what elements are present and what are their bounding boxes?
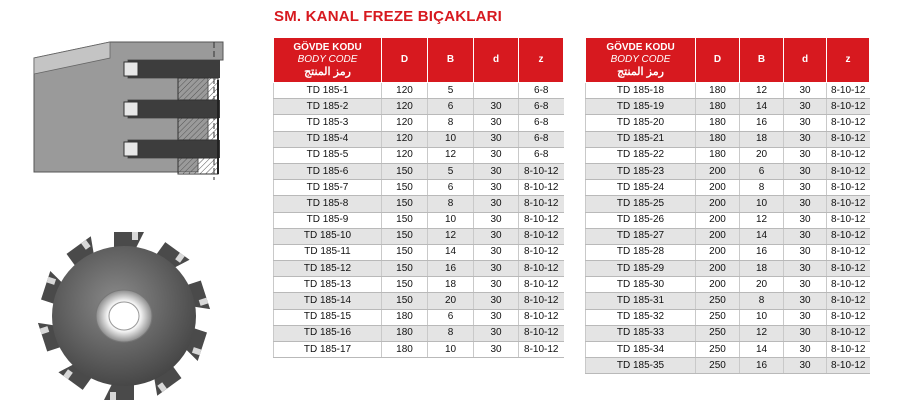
- cell-body-code: TD 185-15: [274, 309, 382, 325]
- cell-body-code: TD 185-32: [586, 309, 696, 325]
- cell-body-code: TD 185-18: [586, 83, 696, 99]
- header-D: D: [696, 38, 740, 83]
- cell-B: 8: [740, 293, 784, 309]
- table-row: [274, 228, 564, 244]
- cell-z: 8-10-12: [827, 293, 870, 309]
- table-row: [274, 244, 564, 260]
- cell-B: 5: [428, 163, 474, 179]
- cell-body-code: TD 185-23: [586, 163, 696, 179]
- cell-d: 30: [784, 99, 827, 115]
- cell-d: 30: [474, 325, 519, 341]
- table-header-row: [274, 38, 564, 83]
- cell-body-code: TD 185-3: [274, 115, 382, 131]
- cell-D: 200: [696, 212, 740, 228]
- cell-D: 120: [382, 99, 428, 115]
- cell-body-code: TD 185-16: [274, 325, 382, 341]
- cell-d: 30: [784, 244, 827, 260]
- cell-z: 8-10-12: [827, 277, 870, 293]
- header-B: B: [428, 38, 474, 83]
- cell-d: 30: [474, 196, 519, 212]
- table-row: [586, 228, 870, 244]
- cell-d: 30: [784, 115, 827, 131]
- cell-B: 16: [740, 358, 784, 374]
- table-row: [274, 115, 564, 131]
- header-body-code: [586, 38, 696, 83]
- cell-D: 250: [696, 342, 740, 358]
- page-title: SM. KANAL FREZE BIÇAKLARI: [274, 8, 503, 25]
- cell-d: 30: [784, 309, 827, 325]
- cell-d: 30: [784, 293, 827, 309]
- table-row: [274, 277, 564, 293]
- cell-z: 8-10-12: [519, 261, 564, 277]
- cell-D: 180: [382, 342, 428, 358]
- header-code-sub: BODY CODE: [610, 54, 671, 65]
- table-row: [274, 147, 564, 163]
- cell-d: 30: [474, 342, 519, 358]
- table-row: [586, 131, 870, 147]
- cell-D: 180: [696, 115, 740, 131]
- header-code-arabic: رمز المنتج: [617, 66, 664, 78]
- cell-body-code: TD 185-28: [586, 244, 696, 260]
- cell-body-code: TD 185-35: [586, 358, 696, 374]
- cell-z: 8-10-12: [827, 196, 870, 212]
- cell-B: 18: [740, 261, 784, 277]
- cell-B: 8: [428, 115, 474, 131]
- cell-d: 30: [474, 244, 519, 260]
- table-row: [586, 212, 870, 228]
- cell-body-code: TD 185-13: [274, 277, 382, 293]
- cell-D: 200: [696, 261, 740, 277]
- cell-z: 6-8: [519, 83, 564, 99]
- cell-B: 10: [740, 309, 784, 325]
- cell-body-code: TD 185-10: [274, 228, 382, 244]
- cell-body-code: TD 185-26: [586, 212, 696, 228]
- cell-d: 30: [784, 212, 827, 228]
- cell-B: 6: [740, 163, 784, 179]
- cell-body-code: TD 185-19: [586, 99, 696, 115]
- cell-B: 20: [740, 147, 784, 163]
- cell-z: 6-8: [519, 115, 564, 131]
- cell-body-code: TD 185-22: [586, 147, 696, 163]
- cell-B: 16: [740, 115, 784, 131]
- cell-z: 8-10-12: [827, 131, 870, 147]
- cell-D: 200: [696, 228, 740, 244]
- cell-D: 150: [382, 163, 428, 179]
- cell-B: 6: [428, 99, 474, 115]
- cell-d: 30: [784, 342, 827, 358]
- table-row: [586, 196, 870, 212]
- cell-z: 8-10-12: [519, 196, 564, 212]
- cell-body-code: TD 185-21: [586, 131, 696, 147]
- cell-z: 6-8: [519, 131, 564, 147]
- cell-z: 8-10-12: [519, 244, 564, 260]
- table-row: [274, 99, 564, 115]
- cell-z: 8-10-12: [827, 244, 870, 260]
- table-row: [586, 147, 870, 163]
- cell-D: 180: [696, 147, 740, 163]
- cell-body-code: TD 185-33: [586, 325, 696, 341]
- cell-B: 10: [428, 131, 474, 147]
- cell-B: 18: [740, 131, 784, 147]
- header-code-sub: BODY CODE: [297, 54, 358, 65]
- cell-body-code: TD 185-27: [586, 228, 696, 244]
- table-row: [586, 293, 870, 309]
- cell-D: 150: [382, 212, 428, 228]
- cell-z: 8-10-12: [827, 163, 870, 179]
- cell-z: 8-10-12: [827, 115, 870, 131]
- cell-B: 14: [740, 99, 784, 115]
- cell-z: 8-10-12: [519, 342, 564, 358]
- cell-d: 30: [474, 147, 519, 163]
- cell-D: 180: [696, 99, 740, 115]
- cell-body-code: TD 185-14: [274, 293, 382, 309]
- cell-body-code: TD 185-24: [586, 180, 696, 196]
- cell-body-code: TD 185-4: [274, 131, 382, 147]
- cell-D: 150: [382, 196, 428, 212]
- cell-body-code: TD 185-5: [274, 147, 382, 163]
- cell-B: 12: [428, 147, 474, 163]
- cell-D: 150: [382, 261, 428, 277]
- cell-D: 150: [382, 277, 428, 293]
- table-row: [274, 261, 564, 277]
- cell-D: 200: [696, 244, 740, 260]
- cell-d: 30: [474, 131, 519, 147]
- cell-d: 30: [784, 358, 827, 374]
- cell-D: 120: [382, 115, 428, 131]
- cell-z: 8-10-12: [827, 261, 870, 277]
- table-header-row: [586, 38, 870, 83]
- cell-z: 8-10-12: [827, 212, 870, 228]
- cell-d: 30: [784, 131, 827, 147]
- cell-z: 8-10-12: [519, 228, 564, 244]
- cell-d: 30: [474, 277, 519, 293]
- cell-B: 12: [740, 83, 784, 99]
- cell-D: 200: [696, 196, 740, 212]
- cell-body-code: TD 185-8: [274, 196, 382, 212]
- cell-d: 30: [474, 212, 519, 228]
- cell-B: 12: [740, 325, 784, 341]
- cell-D: 150: [382, 180, 428, 196]
- cell-d: 30: [784, 325, 827, 341]
- header-D: D: [382, 38, 428, 83]
- cell-D: 200: [696, 163, 740, 179]
- cell-z: 8-10-12: [827, 180, 870, 196]
- cell-D: 150: [382, 293, 428, 309]
- cell-d: 30: [784, 83, 827, 99]
- cell-d: 30: [784, 228, 827, 244]
- table-row: [274, 325, 564, 341]
- header-code-main: GÖVDE KODU: [606, 42, 675, 53]
- table-row: [586, 163, 870, 179]
- cell-d: 30: [474, 99, 519, 115]
- cell-B: 10: [428, 342, 474, 358]
- cell-D: 200: [696, 277, 740, 293]
- cell-D: 200: [696, 180, 740, 196]
- cell-B: 5: [428, 83, 474, 99]
- cell-z: 8-10-12: [519, 293, 564, 309]
- cell-d: 30: [784, 180, 827, 196]
- header-z: z: [827, 38, 870, 83]
- cell-d: 30: [784, 277, 827, 293]
- cell-body-code: TD 185-30: [586, 277, 696, 293]
- cell-z: 8-10-12: [827, 358, 870, 374]
- table-row: [274, 309, 564, 325]
- cell-d: 30: [474, 163, 519, 179]
- cell-body-code: TD 185-34: [586, 342, 696, 358]
- header-d: d: [474, 38, 519, 83]
- cell-d: 30: [474, 261, 519, 277]
- cell-z: 8-10-12: [827, 147, 870, 163]
- cell-body-code: TD 185-29: [586, 261, 696, 277]
- cell-B: 8: [740, 180, 784, 196]
- header-B: B: [740, 38, 784, 83]
- cell-z: 8-10-12: [519, 163, 564, 179]
- header-code-arabic: رمز المنتج: [304, 66, 351, 78]
- cell-body-code: TD 185-12: [274, 261, 382, 277]
- cell-d: 30: [784, 147, 827, 163]
- cell-B: 18: [428, 277, 474, 293]
- cell-body-code: TD 185-20: [586, 115, 696, 131]
- table-row: [274, 83, 564, 99]
- cell-body-code: TD 185-31: [586, 293, 696, 309]
- table-row: [274, 342, 564, 358]
- cell-z: 8-10-12: [827, 99, 870, 115]
- groove-diagram-illustration: [28, 40, 228, 190]
- table-row: [586, 277, 870, 293]
- cell-B: 6: [428, 180, 474, 196]
- cutter-photo-illustration: [30, 228, 216, 412]
- cell-B: 10: [740, 196, 784, 212]
- cell-B: 12: [428, 228, 474, 244]
- cell-D: 250: [696, 358, 740, 374]
- cell-D: 150: [382, 244, 428, 260]
- cell-D: 120: [382, 147, 428, 163]
- table-row: [586, 180, 870, 196]
- spec-table-right: [585, 37, 870, 374]
- cell-D: 120: [382, 83, 428, 99]
- cell-body-code: TD 185-11: [274, 244, 382, 260]
- cell-D: 120: [382, 131, 428, 147]
- cell-D: 250: [696, 309, 740, 325]
- cell-B: 14: [428, 244, 474, 260]
- cell-B: 14: [740, 342, 784, 358]
- table-row: [274, 212, 564, 228]
- cell-body-code: TD 185-25: [586, 196, 696, 212]
- header-z: z: [519, 38, 564, 83]
- cell-B: 6: [428, 309, 474, 325]
- cell-d: 30: [784, 196, 827, 212]
- cell-z: 8-10-12: [519, 309, 564, 325]
- cell-body-code: TD 185-7: [274, 180, 382, 196]
- table-row: [586, 99, 870, 115]
- cell-body-code: TD 185-9: [274, 212, 382, 228]
- cell-B: 20: [740, 277, 784, 293]
- cell-D: 180: [382, 325, 428, 341]
- table-row: [586, 342, 870, 358]
- cell-B: 8: [428, 325, 474, 341]
- cell-B: 20: [428, 293, 474, 309]
- cell-z: 6-8: [519, 99, 564, 115]
- cell-body-code: TD 185-17: [274, 342, 382, 358]
- header-code-main: GÖVDE KODU: [293, 42, 362, 53]
- cell-z: 8-10-12: [519, 212, 564, 228]
- cell-z: 8-10-12: [519, 277, 564, 293]
- table-row: [586, 358, 870, 374]
- cell-z: 8-10-12: [827, 228, 870, 244]
- cell-z: 8-10-12: [827, 309, 870, 325]
- cell-d: 30: [474, 115, 519, 131]
- cell-B: 12: [740, 212, 784, 228]
- cell-B: 14: [740, 228, 784, 244]
- cell-z: 8-10-12: [519, 325, 564, 341]
- cell-d: 30: [474, 293, 519, 309]
- cell-d: 30: [784, 163, 827, 179]
- cell-d: 30: [784, 261, 827, 277]
- table-row: [274, 163, 564, 179]
- cell-d: 30: [474, 180, 519, 196]
- cell-z: 8-10-12: [827, 325, 870, 341]
- cell-z: 8-10-12: [827, 342, 870, 358]
- cell-d: [474, 83, 519, 99]
- cell-d: 30: [474, 228, 519, 244]
- spec-table-left: [273, 37, 564, 358]
- table-row: [274, 196, 564, 212]
- cell-D: 180: [382, 309, 428, 325]
- table-row: [274, 293, 564, 309]
- cell-B: 8: [428, 196, 474, 212]
- cell-z: 8-10-12: [519, 180, 564, 196]
- table-row: [586, 244, 870, 260]
- cell-D: 180: [696, 83, 740, 99]
- header-body-code: [274, 38, 382, 83]
- cell-z: 6-8: [519, 147, 564, 163]
- cell-body-code: TD 185-2: [274, 99, 382, 115]
- cell-D: 250: [696, 293, 740, 309]
- cell-B: 10: [428, 212, 474, 228]
- cell-B: 16: [428, 261, 474, 277]
- cell-B: 16: [740, 244, 784, 260]
- cell-D: 180: [696, 131, 740, 147]
- table-row: [274, 131, 564, 147]
- cell-d: 30: [474, 309, 519, 325]
- cell-body-code: TD 185-1: [274, 83, 382, 99]
- cell-body-code: TD 185-6: [274, 163, 382, 179]
- cell-D: 250: [696, 325, 740, 341]
- table-row: [586, 325, 870, 341]
- cell-D: 150: [382, 228, 428, 244]
- header-d: d: [784, 38, 827, 83]
- table-row: [586, 83, 870, 99]
- cell-z: 8-10-12: [827, 83, 870, 99]
- table-row: [586, 261, 870, 277]
- table-row: [274, 180, 564, 196]
- table-row: [586, 309, 870, 325]
- table-row: [586, 115, 870, 131]
